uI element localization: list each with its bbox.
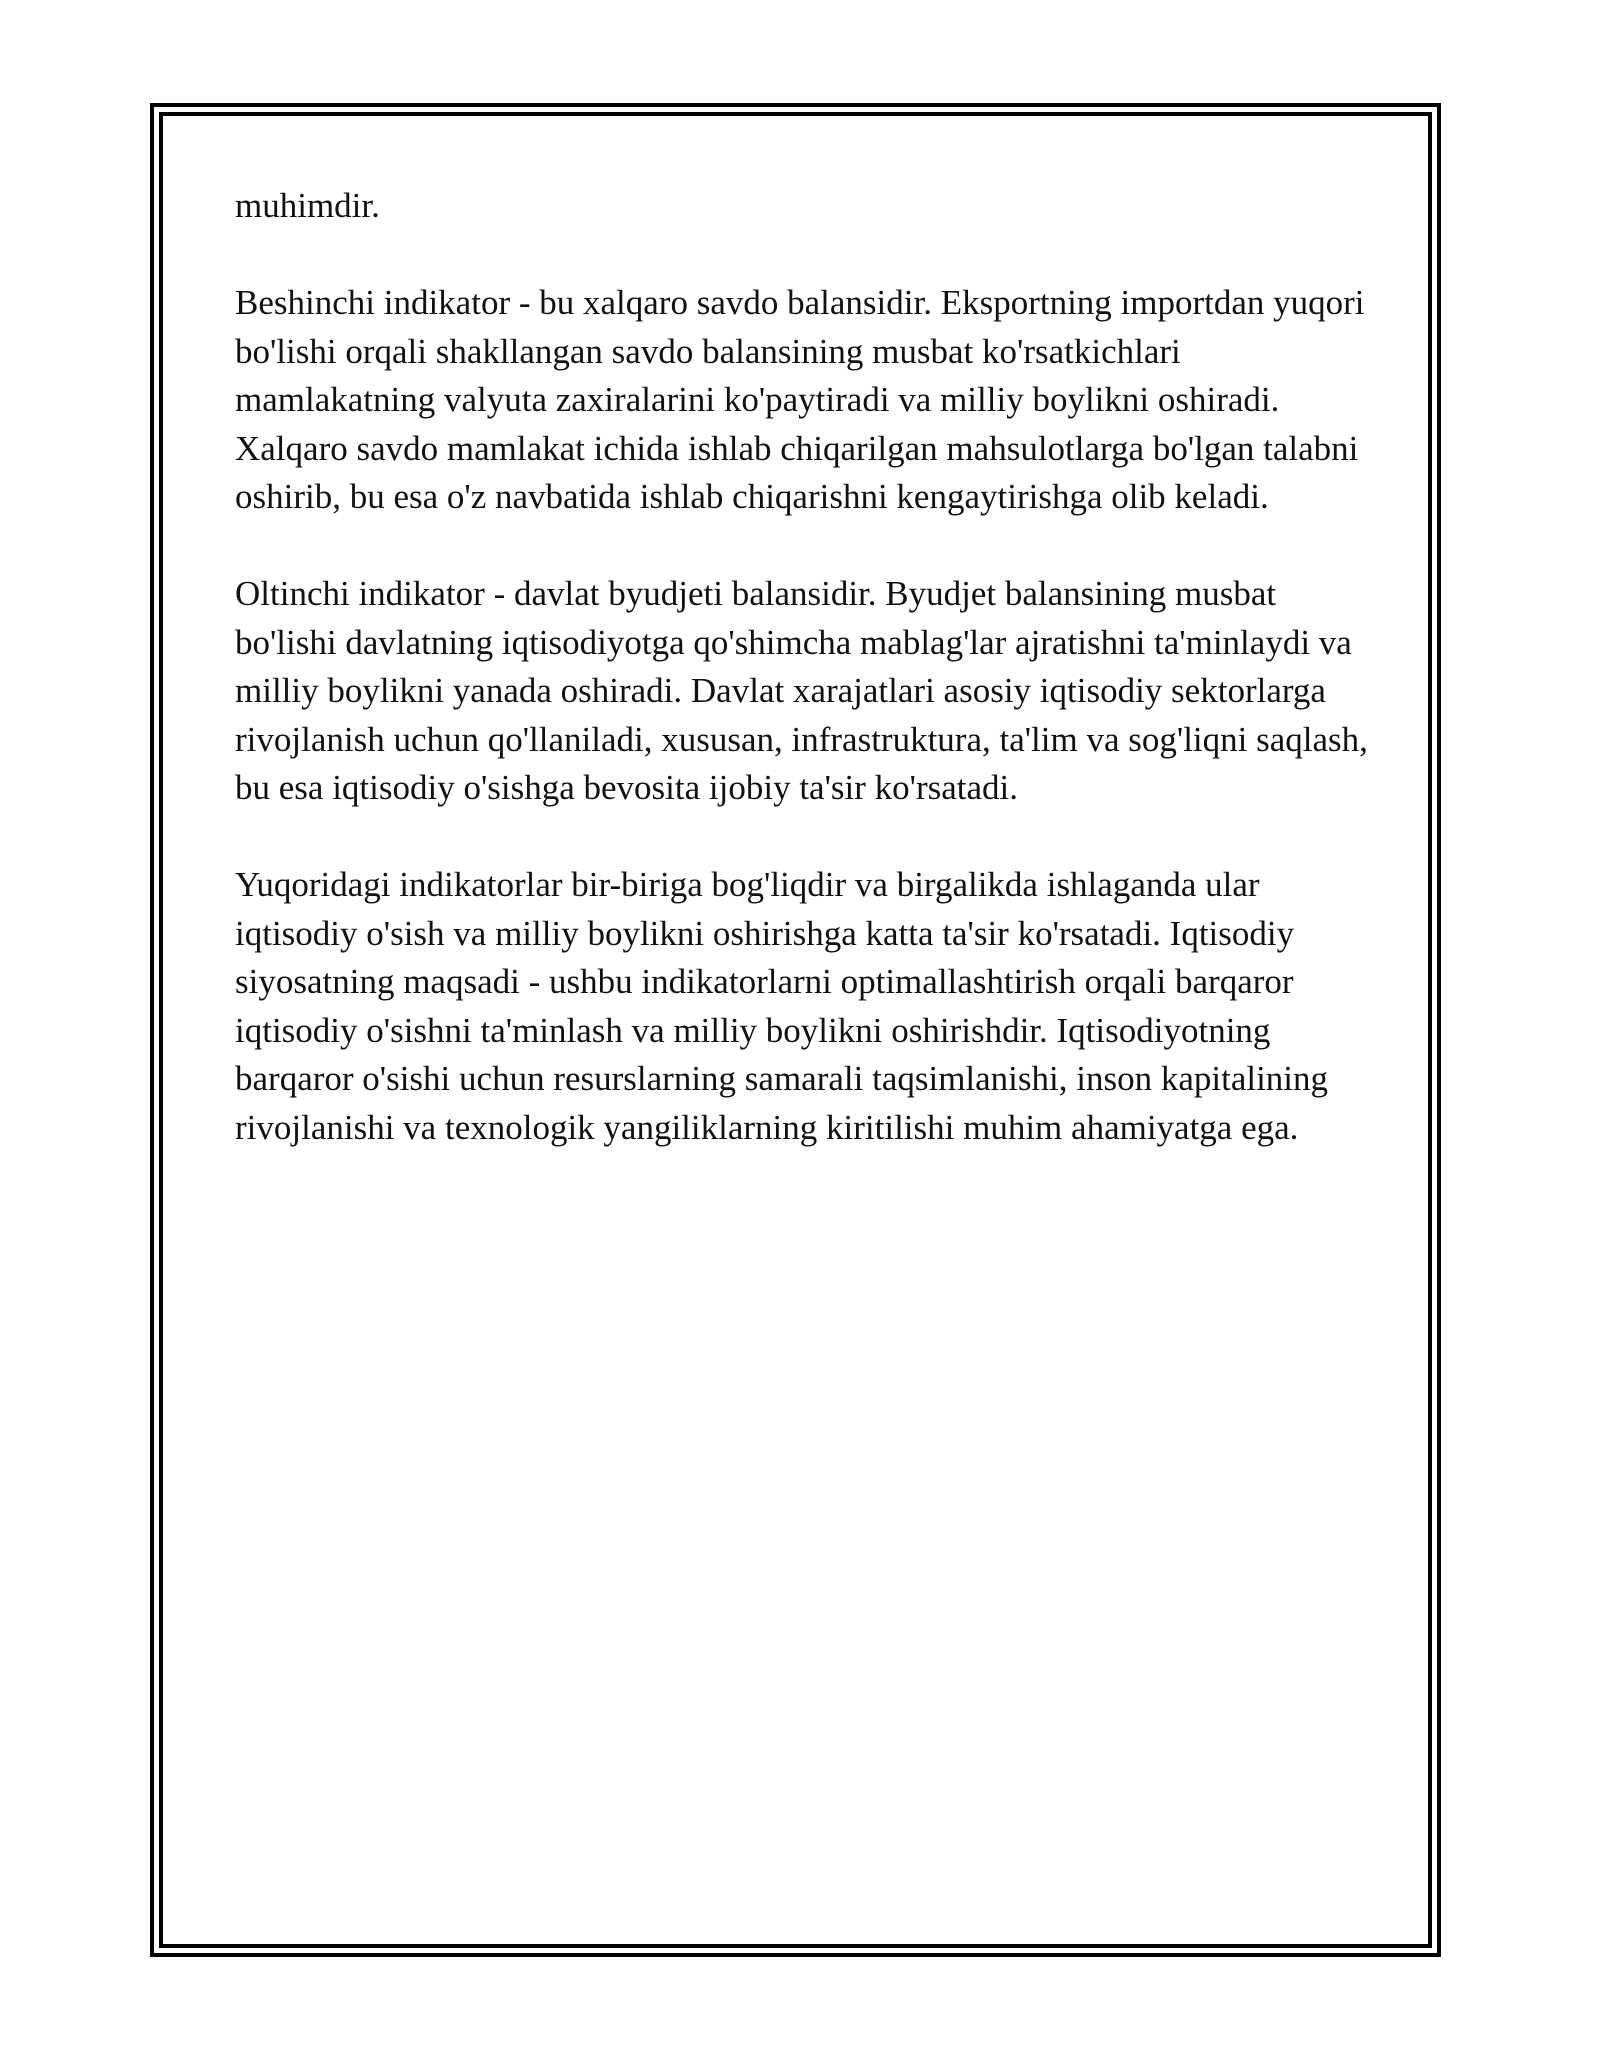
paragraph-conclusion: Yuqoridagi indikatorlar bir-biriga bog'liqdir va birgalikda ishlaganda ular iqtisodiy o'sish va milliy boylikni oshirishga katta ta'sir ko'rsatadi. Iqtisodiy siyosatning maqsadi - ushbu indikatorlarni optimallashtirish orqali barqaror iqtisodiy o'sishni ta'minlash va milliy boylikni oshirishdir. Iqtisodiyotning barqaror o'sishi uchun resurslarning samarali taqsimlanishi, inson kapitalining rivojlanishi va texnologik yangiliklarning kiritilishi muhim ahamiyatga ega. xyxy=(235,865,1329,1147)
paragraph-fifth-indicator: Beshinchi indikator - bu xalqaro savdo balansidir. Eksportning importdan yuqori bo'lishi orqali shakllangan savdo balansining musbat ko'rsatkichlari mamlakatning valyuta zaxiralarini ko'paytiradi va milliy boylikni oshiradi. Xalqaro savdo mamlakat ichida ishlab chiqarilgan mahsulotlarga bo'lgan talabni oshirib, bu esa o'z navbatida ishlab chiqarishni kengaytirishga olib keladi. xyxy=(235,283,1365,516)
document-body xyxy=(235,182,1375,1201)
paragraph-sixth-indicator: Oltinchi indikator - davlat byudjeti balansidir. Byudjet balansining musbat bo'lishi davlatning iqtisodiyotga qo'shimcha mablag'lar ajratishni ta'minlaydi va milliy boylikni yanada oshiradi. Davlat xarajatlari asosiy iqtisodiy sektorlarga rivojlanish uchun qo'llaniladi, xususan, infrastruktura, ta'lim va sog'liqni saqlash, bu esa iqtisodiy o'sishga bevosita ijobiy ta'sir ko'rsatadi. xyxy=(235,574,1368,807)
paragraph-continuation: muhimdir. xyxy=(235,186,380,225)
